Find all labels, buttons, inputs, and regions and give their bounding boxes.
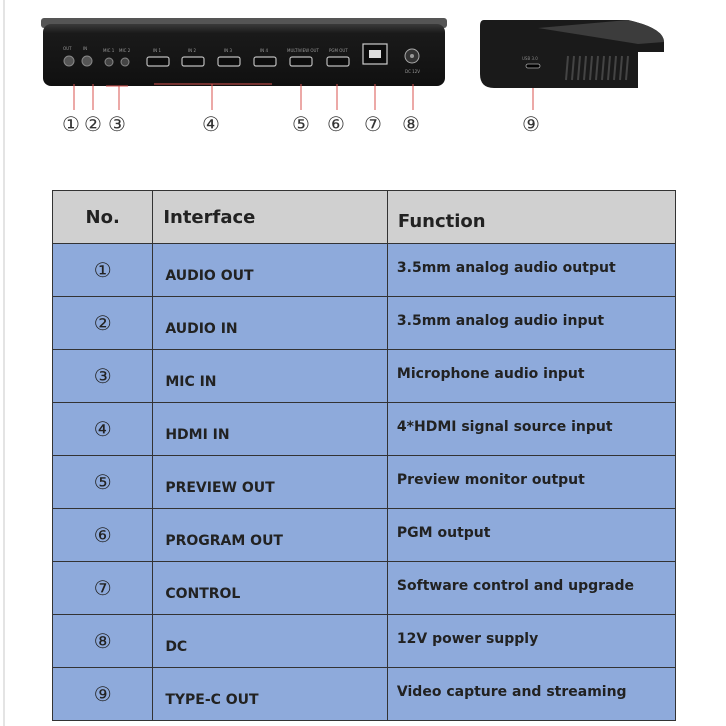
- label-audio-out: OUT: [63, 46, 72, 51]
- row-interface: DC: [153, 615, 388, 668]
- row-interface: TYPE-C OUT: [153, 668, 388, 721]
- callout-8: ⑧: [402, 112, 420, 136]
- row-interface: AUDIO IN: [153, 297, 388, 350]
- device-side-panel-image: [478, 18, 666, 90]
- row-function: 4*HDMI signal source input: [387, 403, 675, 456]
- row-no: ⑨: [53, 668, 153, 721]
- label-in-1: IN 1: [153, 48, 161, 53]
- row-function: Preview monitor output: [387, 456, 675, 509]
- label-in-4: IN 4: [260, 48, 268, 53]
- row-function: Microphone audio input: [387, 350, 675, 403]
- row-interface: MIC IN: [153, 350, 388, 403]
- callout-5: ⑤: [292, 112, 310, 136]
- table-row: [53, 615, 676, 668]
- label-multiview-out: MULTIVIEW OUT: [287, 48, 319, 53]
- row-function: 12V power supply: [387, 615, 675, 668]
- table-row: [53, 244, 676, 297]
- label-in-3: IN 3: [224, 48, 232, 53]
- row-no: ⑤: [53, 456, 153, 509]
- row-no: ②: [53, 297, 153, 350]
- label-usb: USB 3.0: [522, 56, 538, 61]
- callout-3: ③: [108, 112, 126, 136]
- table-row: [53, 403, 676, 456]
- row-function: PGM output: [387, 509, 675, 562]
- header-no: No.: [53, 191, 153, 244]
- callout-6: ⑥: [327, 112, 345, 136]
- table-row: [53, 350, 676, 403]
- callout-4: ④: [202, 112, 220, 136]
- row-interface: AUDIO OUT: [153, 244, 388, 297]
- callout-2: ②: [84, 112, 102, 136]
- row-interface: PROGRAM OUT: [153, 509, 388, 562]
- row-interface: HDMI IN: [153, 403, 388, 456]
- label-in-2: IN 2: [188, 48, 196, 53]
- label-pgm-out: PGM OUT: [329, 48, 348, 53]
- callout-9: ⑨: [522, 112, 540, 136]
- label-dc: DC 12V: [405, 69, 420, 74]
- callout-1: ①: [62, 112, 80, 136]
- interface-table: [52, 190, 676, 721]
- table-row: [53, 456, 676, 509]
- row-no: ⑧: [53, 615, 153, 668]
- table-header-row: [53, 191, 676, 244]
- table-row: [53, 562, 676, 615]
- label-mic-2: MIC 2: [119, 48, 131, 53]
- callout-7: ⑦: [364, 112, 382, 136]
- row-no: ③: [53, 350, 153, 403]
- label-audio-in: IN: [83, 46, 88, 51]
- row-interface: CONTROL: [153, 562, 388, 615]
- row-function: Video capture and streaming: [387, 668, 675, 721]
- table-row: [53, 509, 676, 562]
- header-function: Function: [387, 191, 675, 244]
- row-no: ④: [53, 403, 153, 456]
- row-interface: PREVIEW OUT: [153, 456, 388, 509]
- table-row: [53, 297, 676, 350]
- table-row: [53, 668, 676, 721]
- row-function: Software control and upgrade: [387, 562, 675, 615]
- header-interface: Interface: [153, 191, 388, 244]
- row-function: 3.5mm analog audio input: [387, 297, 675, 350]
- row-function: 3.5mm analog audio output: [387, 244, 675, 297]
- row-no: ⑥: [53, 509, 153, 562]
- row-no: ⑦: [53, 562, 153, 615]
- label-mic-1: MIC 1: [103, 48, 115, 53]
- row-no: ①: [53, 244, 153, 297]
